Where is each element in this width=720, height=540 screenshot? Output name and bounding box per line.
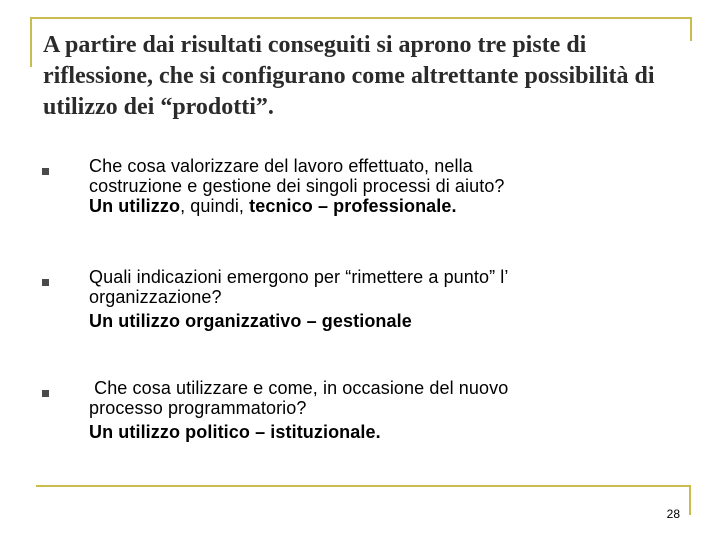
bullet-item-3 [40,378,680,478]
frame-right-rule [690,17,692,41]
bullet-1-emphasis-a: Un utilizzo [89,196,181,216]
bullet-1-plain: , quindi, [180,196,250,216]
frame-top-rule [30,17,692,19]
bullet-1-line-1: Che cosa valorizzare del lavoro effettuato, nella [89,156,473,176]
slide-title: A partire dai risultati conseguiti si aprono tre piste di riflessione, che si configurano come altrettante possibilità di utilizzo dei “prodotti”. [43,32,655,120]
bullet-2-line-1: Quali indicazioni emergono per “rimettere a punto” l’ [89,267,509,287]
bullet-list [40,156,680,478]
bullet-1-line-2: costruzione e gestione dei singoli processi di aiuto? [89,176,505,196]
square-bullet-icon [42,279,49,286]
bullet-1-line-3 [89,196,680,216]
bullet-item-2 [40,267,680,378]
bullet-3-line-3: Un utilizzo politico – istituzionale. [89,422,381,442]
square-bullet-icon [42,168,49,175]
bullet-3-line-1: Che cosa utilizzare e come, in occasione del nuovo [89,378,509,398]
footer-right-rule [689,485,691,515]
bullet-2-line-2: organizzazione? [89,287,222,307]
page-number: 28 [666,507,680,521]
bullet-2-line-3: Un utilizzo organizzativo – gestionale [89,311,412,331]
footer-rule [36,485,691,487]
square-bullet-icon [42,390,49,397]
bullet-item-1 [40,156,680,267]
bullet-3-line-2: processo programmatorio? [89,398,307,418]
bullet-1-emphasis-b: tecnico – professionale. [249,196,457,216]
frame-left-rule [30,17,32,67]
